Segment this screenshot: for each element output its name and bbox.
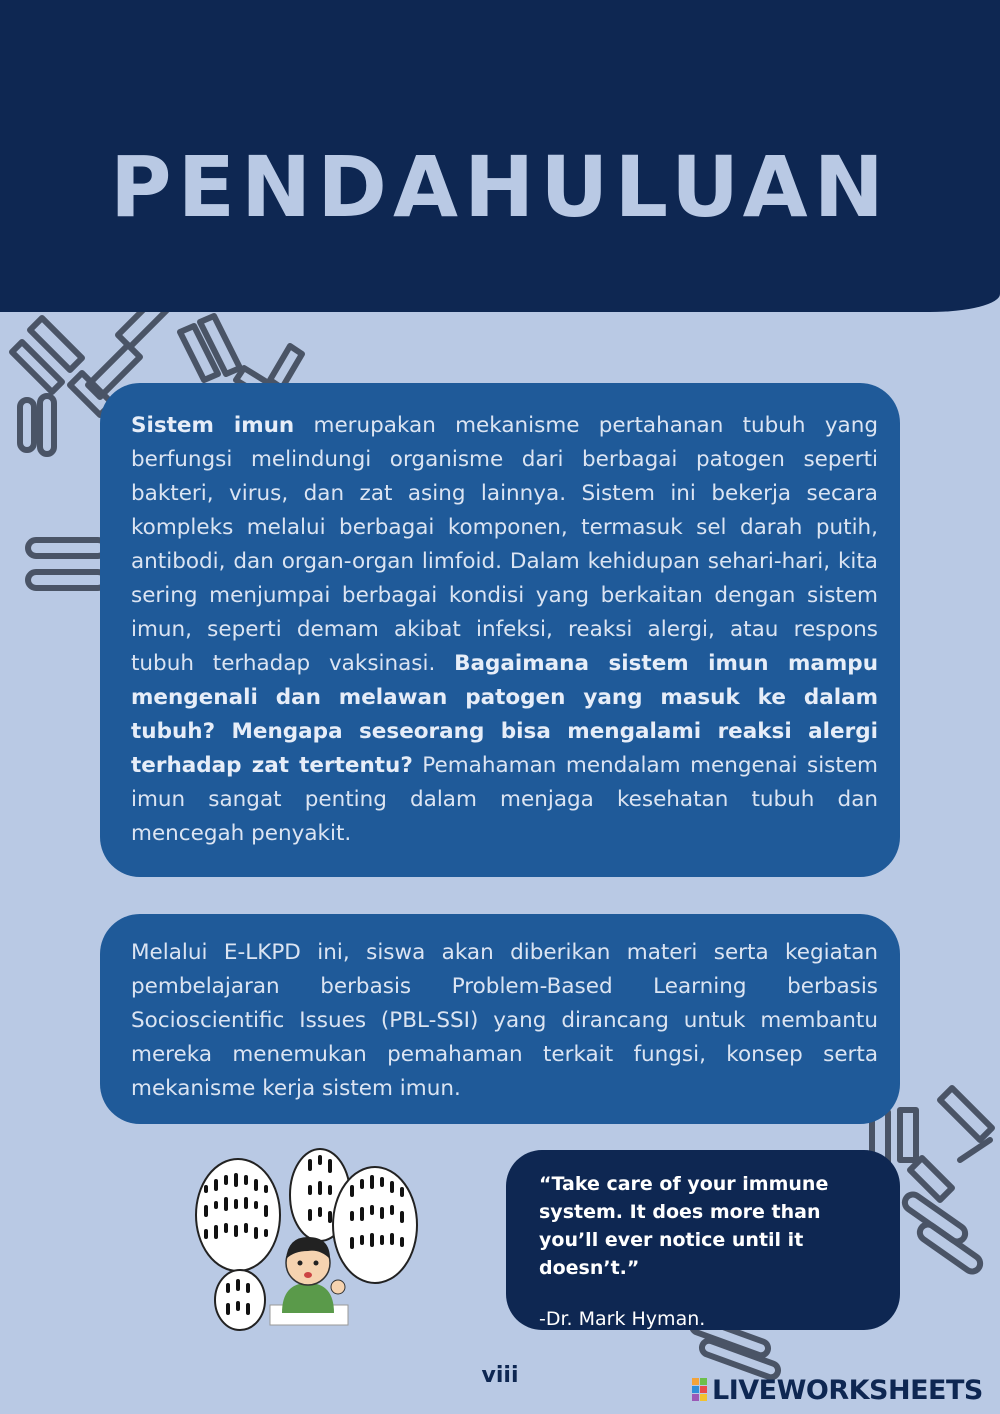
liveworksheets-wordmark: LIVEWORKSHEETS [712, 1374, 983, 1406]
quote-text: “Take care of your immune system. It does more than you’ll ever notice until it doesn’t.” [539, 1173, 829, 1279]
page-title: PENDAHULUAN [110, 138, 890, 236]
thinking-student-illustration [190, 1145, 440, 1335]
purpose-card [100, 914, 900, 1124]
quote-card [506, 1150, 900, 1330]
page-header [0, 0, 1000, 312]
purpose-text: Melalui E-LKPD ini, siswa akan diberikan materi serta kegiatan pembelajaran berbasis Problem-Based Learning berbasis Socioscientific Issues (PBL-SSI) yang dirancang untuk membantu mereka menemukan pemahaman terkait fungsi, konsep serta mekanisme kerja sistem imun. [131, 940, 878, 1101]
intro-questions: Bagaimana sistem imun mampu mengenali dan melawan patogen yang masuk ke dalam tubuh? Mengapa seseorang bisa mengalami reaksi alergi terhadap zat tertentu? [131, 651, 878, 778]
quote-author: -Dr. Mark Hyman. [539, 1308, 706, 1330]
intro-card [100, 383, 900, 877]
page-number: viii [481, 1363, 519, 1388]
antibody-icon [28, 540, 106, 588]
intro-text: merupakan mekanisme pertahanan tubuh yang berfungsi melindungi organisme dari berbagai patogen seperti bakteri, virus, dan zat asing lainnya. Sistem ini bekerja secara kompleks melalui berbagai komponen, termasuk sel darah putih, antibodi, dan organ-organ limfoid. Dalam kehidupan sehari-hari, kita sering menjumpai berbagai kondisi yang berkaitan dengan sistem imun, seperti demam akibat infeksi, reaksi alergi, atau respons tubuh terhadap vaksinasi. [131, 413, 878, 676]
liveworksheets-brand[interactable] [692, 1374, 983, 1406]
intro-term: Sistem imun [131, 413, 295, 438]
liveworksheets-logo-icon [692, 1378, 708, 1402]
intro-conclusion: Pemahaman mendalam mengenai sistem imun sangat penting dalam menjaga kesehatan tubuh dan mencegah penyakit. [131, 753, 878, 846]
